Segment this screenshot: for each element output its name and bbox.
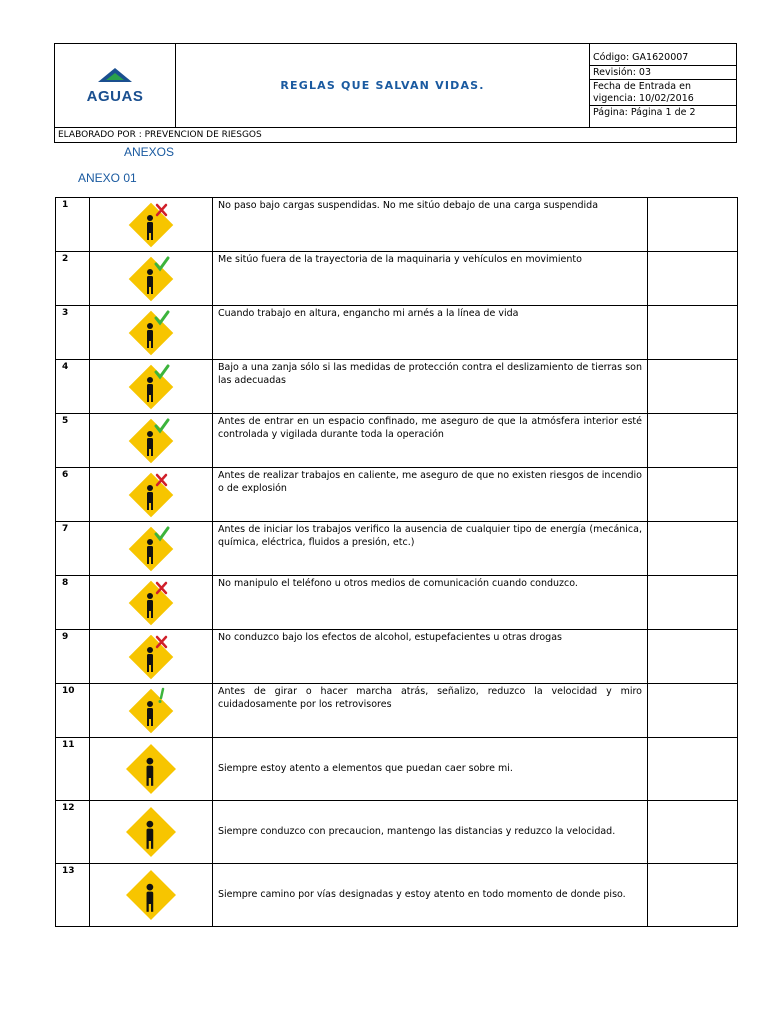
rule-number: 6 xyxy=(56,468,90,522)
table-row xyxy=(56,468,738,522)
rule-number: 1 xyxy=(56,198,90,252)
document-title: REGLAS QUE SALVAN VIDAS. xyxy=(176,44,590,128)
revision: Revisión: 03 xyxy=(590,66,736,81)
table-row xyxy=(56,522,738,576)
rule-observation-cell xyxy=(648,198,738,252)
table-row xyxy=(56,252,738,306)
document-header xyxy=(54,43,737,143)
rule-text: Cuando trabajo en altura, engancho mi arnés a la línea de vida xyxy=(213,306,648,360)
table-row xyxy=(56,414,738,468)
elaborado-por: ELABORADO POR : PREVENCION DE RIESGOS xyxy=(55,128,737,143)
table-row xyxy=(56,738,738,801)
table-row xyxy=(56,630,738,684)
rule-observation-cell xyxy=(648,360,738,414)
rule-icon-cell xyxy=(90,630,213,684)
explosion-icon xyxy=(126,470,176,520)
phone-driving-icon xyxy=(126,578,176,628)
rule-icon-cell xyxy=(90,414,213,468)
rule-text: Siempre estoy atento a elementos que puedan caer sobre mi. xyxy=(213,738,648,801)
rule-text: Antes de realizar trabajos en caliente, me aseguro de que no existen riesgos de incendio o de explosión xyxy=(213,468,648,522)
trench-icon xyxy=(126,362,176,412)
falling-objects-icon xyxy=(123,741,179,797)
rule-text: Antes de iniciar los trabajos verifico la ausencia de cualquier tipo de energía (mecánica, química, eléctrica, fluidos a presión, etc.) xyxy=(213,522,648,576)
rules-table xyxy=(55,197,738,927)
rule-observation-cell xyxy=(648,414,738,468)
confined-space-icon xyxy=(126,416,176,466)
rule-icon-cell xyxy=(90,198,213,252)
table-row xyxy=(56,864,738,927)
rule-observation-cell xyxy=(648,306,738,360)
table-row xyxy=(56,306,738,360)
rule-observation-cell xyxy=(648,468,738,522)
rule-text: No conduzco bajo los efectos de alcohol, estupefacientes u otras drogas xyxy=(213,630,648,684)
table-row xyxy=(56,198,738,252)
rule-number: 10 xyxy=(56,684,90,738)
rule-text: Me sitúo fuera de la trayectoria de la maquinaria y vehículos en movimiento xyxy=(213,252,648,306)
rule-number: 4 xyxy=(56,360,90,414)
rule-text: Antes de girar o hacer marcha atrás, señalizo, reduzco la velocidad y miro cuidadosamente por los retrovisores xyxy=(213,684,648,738)
rule-icon-cell xyxy=(90,801,213,864)
collision-icon xyxy=(123,804,179,860)
rule-observation-cell xyxy=(648,801,738,864)
table-row xyxy=(56,576,738,630)
rule-text: No manipulo el teléfono u otros medios de comunicación cuando conduzco. xyxy=(213,576,648,630)
rule-number: 8 xyxy=(56,576,90,630)
rule-icon-cell xyxy=(90,576,213,630)
pagina: Página: Página 1 de 2 xyxy=(593,107,696,119)
anexos-heading: ANEXOS xyxy=(124,145,175,159)
reversing-vehicle-icon xyxy=(126,686,176,736)
alcohol-driving-icon xyxy=(126,632,176,682)
rule-number: 9 xyxy=(56,630,90,684)
fecha-vigencia: Fecha de Entrada en vigencia: 10/02/2016 xyxy=(590,80,736,106)
table-row xyxy=(56,801,738,864)
rule-icon-cell xyxy=(90,738,213,801)
rule-icon-cell xyxy=(90,360,213,414)
rule-icon-cell xyxy=(90,864,213,927)
lockout-energy-icon xyxy=(126,524,176,574)
rule-number: 11 xyxy=(56,738,90,801)
rule-number: 3 xyxy=(56,306,90,360)
anexo01-heading: ANEXO 01 xyxy=(78,171,137,185)
rule-observation-cell xyxy=(648,522,738,576)
table-row xyxy=(56,360,738,414)
table-row xyxy=(56,684,738,738)
rule-icon-cell xyxy=(90,306,213,360)
rule-text: Siempre camino por vías designadas y estoy atento en todo momento de donde piso. xyxy=(213,864,648,927)
rule-icon-cell xyxy=(90,468,213,522)
rule-text: No paso bajo cargas suspendidas. No me sitúo debajo de una carga suspendida xyxy=(213,198,648,252)
rule-text: Siempre conduzco con precaucion, mantengo las distancias y reduzco la velocidad. xyxy=(213,801,648,864)
rule-text: Antes de entrar en un espacio confinado, me aseguro de que la atmósfera interior esté controlada y vigilada durante toda la operación xyxy=(213,414,648,468)
document-meta xyxy=(590,44,737,128)
logo-text: AGUAS xyxy=(86,88,144,105)
rule-icon-cell xyxy=(90,522,213,576)
rule-observation-cell xyxy=(648,252,738,306)
rule-number: 13 xyxy=(56,864,90,927)
rule-observation-cell xyxy=(648,630,738,684)
rule-icon-cell xyxy=(90,252,213,306)
suspended-load-icon xyxy=(126,200,176,250)
rule-number: 5 xyxy=(56,414,90,468)
rule-icon-cell xyxy=(90,684,213,738)
rule-observation-cell xyxy=(648,738,738,801)
rule-text: Bajo a una zanja sólo si las medidas de protección contra el deslizamiento de tierras son las adecuadas xyxy=(213,360,648,414)
moving-vehicle-icon xyxy=(126,254,176,304)
logo-cell xyxy=(55,44,176,128)
rule-number: 12 xyxy=(56,801,90,864)
codigo: Código: GA1620007 xyxy=(590,51,736,66)
rule-observation-cell xyxy=(648,576,738,630)
rule-number: 7 xyxy=(56,522,90,576)
rule-observation-cell xyxy=(648,864,738,927)
slip-trip-icon xyxy=(123,867,179,923)
rule-number: 2 xyxy=(56,252,90,306)
rule-observation-cell xyxy=(648,684,738,738)
harness-icon xyxy=(126,308,176,358)
